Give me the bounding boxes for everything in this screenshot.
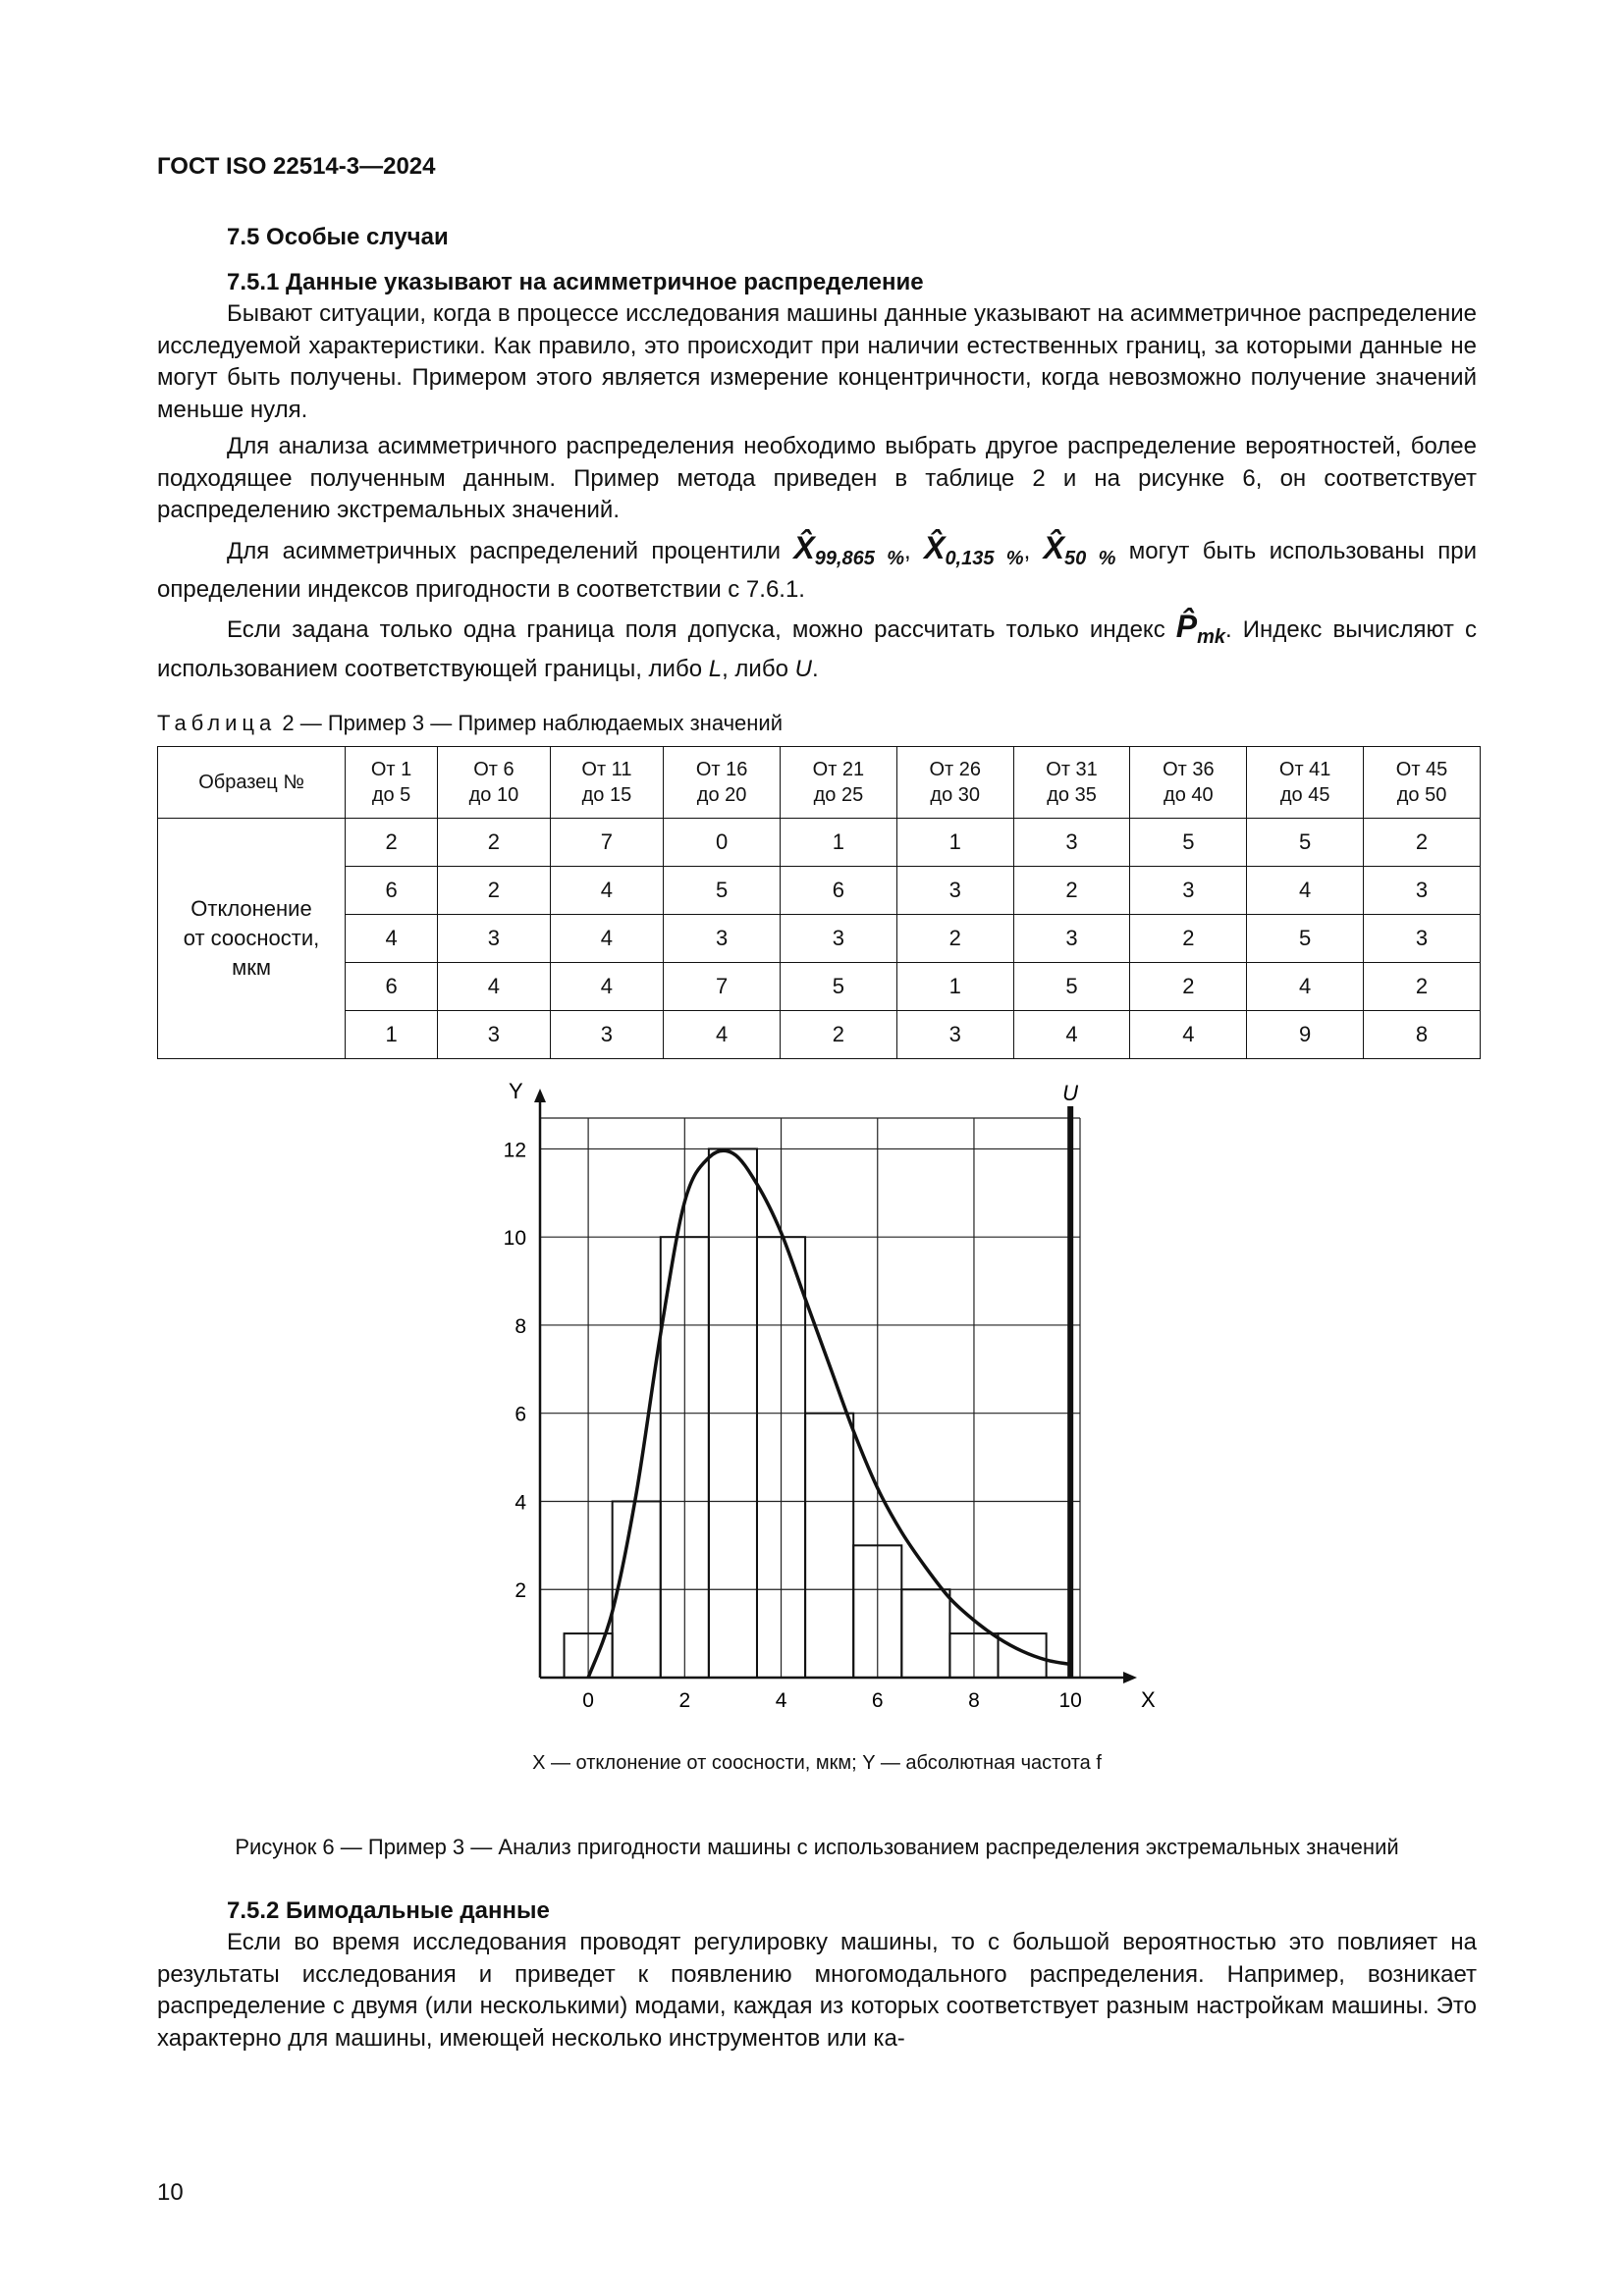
table-cell: 2 <box>896 915 1013 963</box>
paragraph-1: Бывают ситуации, когда в процессе исследования машины данные указывают на асимметричное распределение исследуемой характеристики. Как правило, это происходит при наличии естественных границ, за которыми данные не могут быть получены. Примером этого является измерение концентричности, когда невозможно получение значений меньше нуля. <box>157 300 1477 423</box>
table-cell: 3 <box>1013 819 1130 867</box>
column-header: От 36 до 40 <box>1130 747 1247 819</box>
table-cell: 4 <box>550 867 664 915</box>
doc-code-header: ГОСТ ISO 22514-3—2024 <box>157 153 436 180</box>
row-header: Отклонение от соосности, мкм <box>158 819 346 1059</box>
y-axis-arrow <box>534 1089 546 1102</box>
table-cell: 4 <box>438 963 551 1011</box>
table-cell: 5 <box>1013 963 1130 1011</box>
table-cell: 6 <box>346 867 438 915</box>
paragraph-2: Для анализа асимметричного распределения необходимо выбрать другое распределение вероятностей, более подходящее полученным данным. Пример метода приведен в таблице 2 и на рисунке 6, он соответствует распределению экстремальных значений. <box>157 433 1477 523</box>
column-header: От 1 до 5 <box>346 747 438 819</box>
page-content <box>157 224 1477 2059</box>
table-cell: 5 <box>664 867 781 915</box>
x-tick-label: 2 <box>678 1689 691 1713</box>
column-header: От 6 до 10 <box>438 747 551 819</box>
table-corner: Образец № <box>158 747 346 819</box>
figure-6 <box>157 1079 1477 1825</box>
column-header: От 16 до 20 <box>664 747 781 819</box>
p-hat-symbol: P̂ <box>1175 609 1198 645</box>
figure-caption: Рисунок 6 — Пример 3 — Анализ пригодности машины с использованием распределения экстремальных значений <box>235 1835 1399 1860</box>
column-header: От 45 до 50 <box>1364 747 1481 819</box>
lower-limit-label: L <box>708 655 723 682</box>
histogram-bar <box>805 1414 853 1678</box>
table-caption: Таблица 2 — Пример 3 — Пример наблюдаемых значений <box>157 711 784 736</box>
table-cell: 2 <box>1013 867 1130 915</box>
table-cell: 2 <box>1364 819 1481 867</box>
upper-limit-label: U <box>794 655 812 682</box>
table-cell: 1 <box>781 819 897 867</box>
table-cell: 2 <box>781 1011 897 1059</box>
table-cell: 4 <box>550 963 664 1011</box>
y-tick-label: 6 <box>514 1403 526 1426</box>
table-cell: 3 <box>781 915 897 963</box>
y-tick-label: 2 <box>514 1579 526 1603</box>
table-cell: 2 <box>438 819 551 867</box>
y-tick-label: 12 <box>503 1139 526 1162</box>
table-cell: 5 <box>1247 819 1364 867</box>
table-cell: 4 <box>1247 867 1364 915</box>
table-cell: 4 <box>1247 963 1364 1011</box>
observed-values-table <box>157 746 1481 1059</box>
histogram-bar <box>999 1633 1047 1678</box>
table-row <box>158 1011 1481 1059</box>
table-cell: 2 <box>1364 963 1481 1011</box>
column-header: От 21 до 25 <box>781 747 897 819</box>
page-number: 10 <box>157 2179 184 2206</box>
table-cell: 5 <box>1130 819 1247 867</box>
paragraph-bimodal: Если во время исследования проводят регулировку машины, то с большой вероятностью это повлияет на результаты исследования и приведет к появлению многомодального распределения. Например, возникает распределение с двумя (или несколькими) модами, каждая из которых соответствует разным настройкам машины. Это характерно для машины, имеющей несколько инструментов или ка- <box>157 1929 1477 2052</box>
column-header: От 26 до 30 <box>896 747 1013 819</box>
histogram-bar <box>901 1589 949 1678</box>
table-cell: 3 <box>438 915 551 963</box>
table-cell: 9 <box>1247 1011 1364 1059</box>
x-hat-symbol: X̂ <box>924 529 946 565</box>
y-tick-label: 8 <box>514 1315 526 1339</box>
table-row <box>158 819 1481 867</box>
subsection-title-7-5-1: 7.5.1 Данные указывают на асимметричное распределение <box>227 269 924 295</box>
table-row <box>158 867 1481 915</box>
table-cell: 3 <box>1130 867 1247 915</box>
x-axis-arrow <box>1123 1672 1137 1683</box>
table-cell: 4 <box>1130 1011 1247 1059</box>
table-cell: 3 <box>1364 867 1481 915</box>
table-cell: 1 <box>346 1011 438 1059</box>
paragraph-4: Если задана только одна граница поля допуска, можно рассчитать только индекс $P̂_{mk}$. Индекс вычисляют с использованием соответствующей границы, либо L, либо U. <box>157 609 1478 682</box>
table-cell: 3 <box>664 915 781 963</box>
table-cell: 6 <box>346 963 438 1011</box>
table-cell: 3 <box>896 1011 1013 1059</box>
y-tick-label: 4 <box>514 1491 526 1515</box>
percentile-subscript: 0,135 % <box>945 547 1024 569</box>
x-tick-label: 4 <box>775 1689 787 1713</box>
histogram-chart <box>157 1079 1477 1746</box>
upper-limit-label: U <box>1062 1081 1079 1106</box>
table-row <box>158 915 1481 963</box>
x-tick-label: 8 <box>968 1689 980 1713</box>
column-header: От 31 до 35 <box>1013 747 1130 819</box>
table-row <box>158 963 1481 1011</box>
y-axis-label: Y <box>509 1079 523 1104</box>
table-cell: 1 <box>896 819 1013 867</box>
figure-legend: X — отклонение от соосности, мкм; Y — абсолютная частота f <box>532 1752 1102 1775</box>
paragraph-3: Для асимметричных распределений процентили $X̂_{99,865 \%}$, $X̂_{0,135 \%}$, $X̂_{50 \%}$ могут быть использованы при определении индексов пригодности в соответствии с 7.6.1. <box>157 529 1478 603</box>
table-cell: 3 <box>550 1011 664 1059</box>
percentile-subscript: 50 % <box>1064 547 1116 569</box>
table-cell: 3 <box>1013 915 1130 963</box>
table-cell: 3 <box>896 867 1013 915</box>
column-header: От 41 до 45 <box>1247 747 1364 819</box>
percentile-subscript: 99,865 % <box>814 547 904 569</box>
table-cell: 3 <box>438 1011 551 1059</box>
y-tick-label: 10 <box>503 1227 526 1251</box>
x-tick-label: 10 <box>1058 1689 1082 1713</box>
column-header: От 11 до 15 <box>550 747 664 819</box>
table-cell: 4 <box>1013 1011 1130 1059</box>
table-header-row <box>158 747 1481 819</box>
x-tick-label: 6 <box>871 1689 884 1713</box>
table-cell: 2 <box>1130 915 1247 963</box>
table-cell: 2 <box>438 867 551 915</box>
table-cell: 5 <box>781 963 897 1011</box>
subsection-title-7-5-2: 7.5.2 Бимодальные данные <box>227 1897 550 1925</box>
table-cell: 8 <box>1364 1011 1481 1059</box>
table-cell: 2 <box>1130 963 1247 1011</box>
table-cell: 2 <box>346 819 438 867</box>
table-cell: 7 <box>550 819 664 867</box>
section-title: 7.5 Особые случаи <box>227 224 449 250</box>
x-axis-label: X <box>1141 1687 1156 1713</box>
table-cell: 0 <box>664 819 781 867</box>
pmk-subscript: mk <box>1197 626 1226 649</box>
table-cell: 4 <box>664 1011 781 1059</box>
table-cell: 1 <box>896 963 1013 1011</box>
table-cell: 6 <box>781 867 897 915</box>
x-hat-symbol: X̂ <box>1043 529 1065 565</box>
table-cell: 4 <box>550 915 664 963</box>
x-hat-symbol: X̂ <box>793 529 815 565</box>
table-cell: 3 <box>1364 915 1481 963</box>
table-cell: 4 <box>346 915 438 963</box>
table-cell: 5 <box>1247 915 1364 963</box>
table-cell: 7 <box>664 963 781 1011</box>
x-tick-label: 0 <box>582 1689 594 1713</box>
